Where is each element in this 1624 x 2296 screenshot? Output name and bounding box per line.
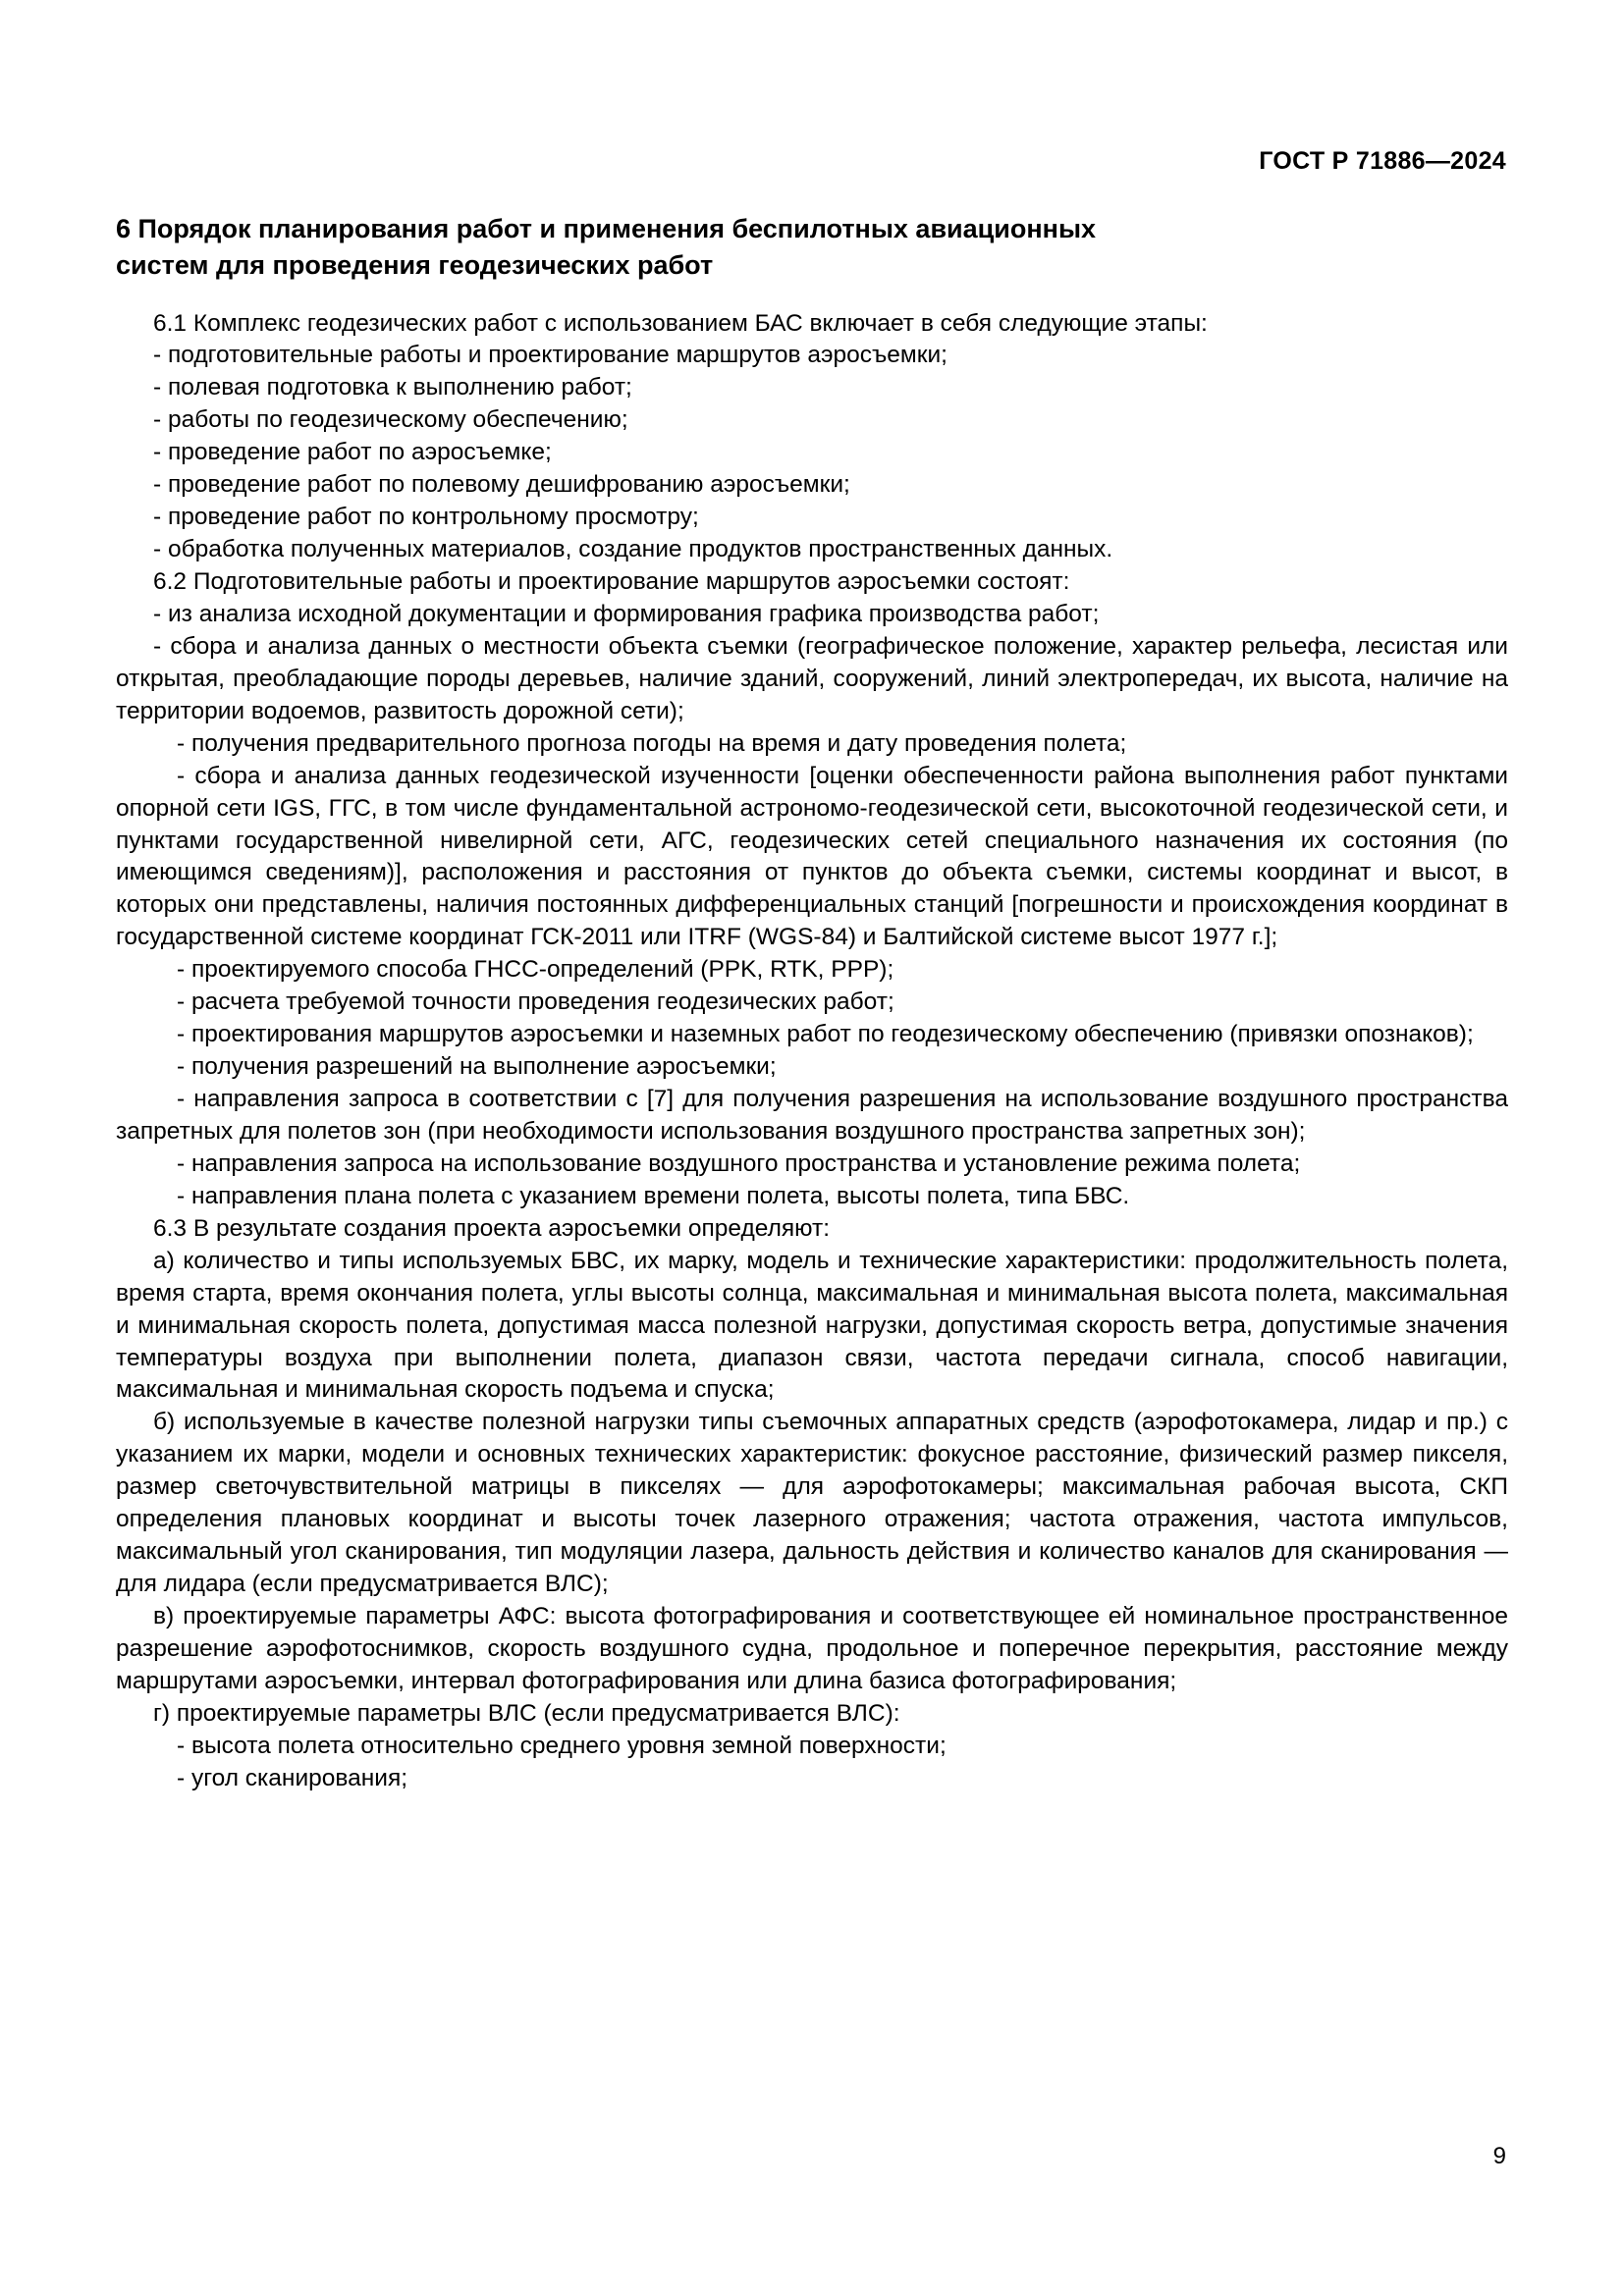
list-item-stage-7: - обработка полученных материалов, создание продуктов пространственных данных. (153, 536, 1113, 563)
list-item-6-2-1: - из анализа исходной документации и формирования графика производства работ; (153, 600, 1100, 627)
list-item-stage-2: - полевая подготовка к выполнению работ; (153, 374, 632, 401)
page-header-standard-number: ГОСТ Р 71886—2024 (1259, 147, 1506, 175)
list-item-6-3-g: г) проектируемые параметры ВЛС (если предусматривается ВЛС): (153, 1699, 900, 1727)
section-heading-line-2: систем для проведения геодезических работ (116, 250, 714, 281)
list-item-6-2-4: - сбора и анализа данных геодезической изученности [оценки обеспеченности района выполнения работ пунктами опорной сети IGS, ГГС, в том числе фундаментальной астрономо-геодезической сети, высокоточной геодезической сети, и пунктами государственной нивелирной сети, АГС, геодезических сетей специального назначения их состояния (по имеющимся сведениям)], расположения и расстояния от пунктов до объекта съемки, системы координат и высот, в которых они представлены, наличия постоянных дифференциальных станций [погрешности и происхождения координат в государственной системе координат ГСК-2011 или ITRF (WGS-84) и Балтийской системе высот 1977 г.]; (116, 762, 1508, 951)
list-item-stage-4: - проведение работ по аэросъемке; (153, 439, 552, 466)
list-item-6-2-6: - расчета требуемой точности проведения геодезических работ; (177, 988, 894, 1016)
list-item-stage-1: - подготовительные работы и проектирование маршрутов аэросъемки; (153, 342, 947, 369)
list-item-6-2-3: - получения предварительного прогноза погоды на время и дату проведения полета; (177, 729, 1127, 757)
section-heading (116, 211, 1508, 285)
list-item-6-2-10: - направления запроса на использование воздушного пространства и установление режима полета; (177, 1149, 1301, 1177)
page-number: 9 (1492, 2143, 1506, 2169)
list-item-stage-6: - проведение работ по контрольному просмотру; (153, 504, 699, 531)
list-item-6-2-11: - направления плана полета с указанием времени полета, высоты полета, типа БВС. (177, 1182, 1130, 1209)
list-item-6-3-b: б) используемые в качестве полезной нагрузки типы съемочных аппаратных средств (аэрофотокамера, лидар и пр.) с указанием их марки, модели и основных технических характеристик: фокусное расстояние, физический размер пикселя, размер светочувствительной матрицы в пикселях — для аэрофотокамеры; максимальная рабочая высота, СКП определения плановых координат и высоты точек лазерного отражения; частота отражения, частота импульсов, максимальный угол сканирования, тип модуляции лазера, дальность действия и количество каналов для сканирования — для лидара (если предусматривается ВЛС); (116, 1409, 1508, 1598)
list-item-6-3-g-2: - угол сканирования; (177, 1764, 408, 1791)
list-item-stage-3: - работы по геодезическому обеспечению; (153, 406, 628, 434)
paragraph-6-2-intro: 6.2 Подготовительные работы и проектирование маршрутов аэросъемки состоят: (153, 568, 1070, 595)
list-item-6-2-8: - получения разрешений на выполнение аэросъемки; (177, 1053, 777, 1081)
list-item-6-2-7: - проектирования маршрутов аэросъемки и наземных работ по геодезическому обеспечению (привязки опознаков); (177, 1021, 1474, 1048)
list-item-6-3-a: а) количество и типы используемых БВС, их марку, модель и технические характеристики: продолжительность полета, время старта, время окончания полета, углы высоты солнца, максимальная и минимальная высота полета, максимальная и минимальная скорость полета, допустимая масса полезной нагрузки, допустимая скорость ветра, допустимые значения температуры воздуха при выполнении полета, диапазон связи, частота передачи сигнала, способ навигации, максимальная и минимальная скорость подъема и спуска; (116, 1247, 1508, 1404)
section-heading-line-1: 6 Порядок планирования работ и применения беспилотных авиационных (116, 214, 1097, 243)
paragraph-6-1-intro: 6.1 Комплекс геодезических работ с использованием БАС включает в себя следующие этапы: (153, 309, 1208, 337)
list-item-6-2-5: - проектируемого способа ГНСС-определений (PPK, RTK, PPP); (177, 956, 894, 984)
document-body (116, 211, 1508, 1795)
list-item-6-3-v: в) проектируемые параметры АФС: высота фотографирования и соответствующее ей номинальное пространственное разрешение аэрофотоснимков, скорость воздушного судна, продольное и поперечное перекрытия, расстояние между маршрутами аэросъемки, интервал фотографирования или длина базиса фотографирования; (116, 1603, 1508, 1694)
list-item-6-3-g-1: - высота полета относительно среднего уровня земной поверхности; (177, 1732, 947, 1759)
paragraph-6-3-intro: 6.3 В результате создания проекта аэросъемки определяют: (153, 1214, 831, 1242)
list-item-6-2-2: - сбора и анализа данных о местности объекта съемки (географическое положение, характер рельефа, лесистая или открытая, преобладающие породы деревьев, наличие зданий, сооружений, линий электропередач, их высота, наличие на территории водоемов, развитость дорожной сети); (116, 632, 1508, 724)
list-item-6-2-9: - направления запроса в соответствии с [7] для получения разрешения на использование воздушного пространства запретных для полетов зон (при необходимости использования воздушного пространства запретных зон); (116, 1086, 1508, 1145)
list-item-stage-5: - проведение работ по полевому дешифрованию аэросъемки; (153, 471, 850, 499)
